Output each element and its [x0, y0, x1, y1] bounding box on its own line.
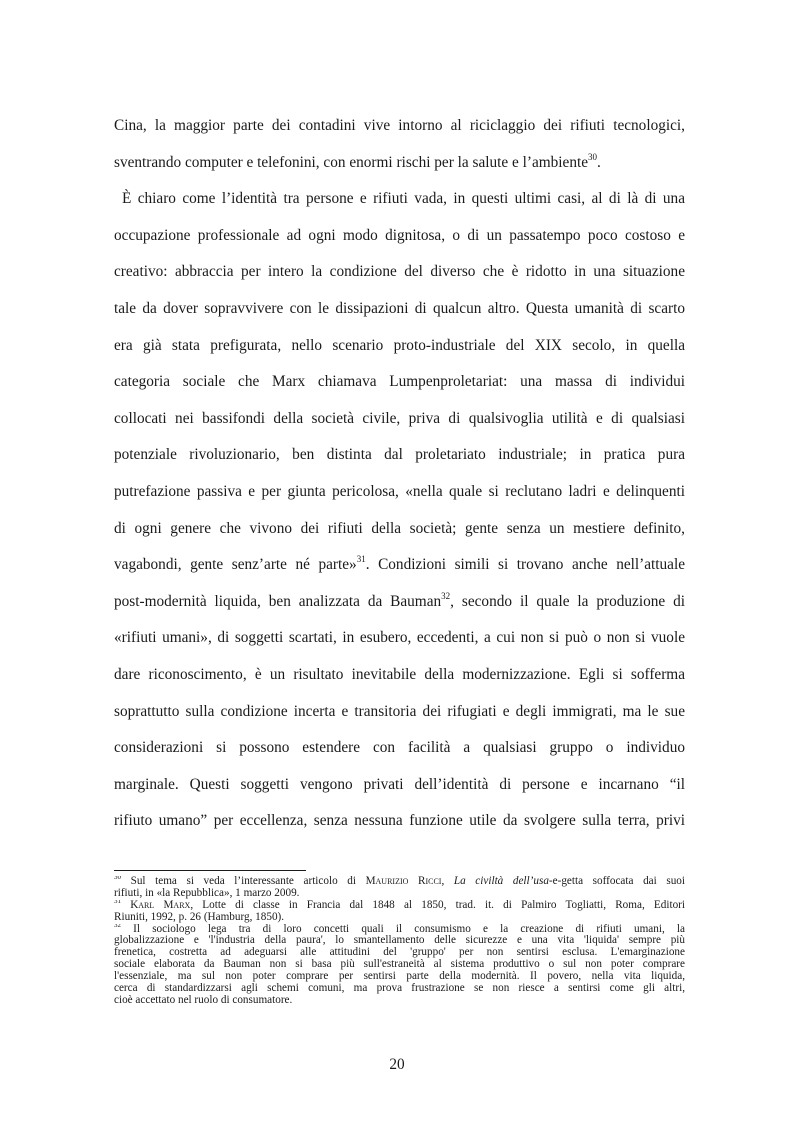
footnote-separator [114, 870, 306, 871]
article-title: La civiltà dell’usa [453, 876, 549, 887]
page-number: 20 [389, 1056, 405, 1073]
footnote-line: cioè accettato nel ruolo di consumatore. [114, 994, 293, 1006]
body-line: categoria sociale che Marx chiamava Lumpenproletariat: una massa di individui [114, 373, 685, 391]
footnote-number: 32 [114, 923, 121, 929]
footnote-ref-32[interactable]: 32 [441, 590, 451, 601]
footnote-line: globalizzazione e 'l'industria della paura', lo smantellamento delle sicurezze e una vita 'liquida' sempre più [114, 935, 685, 947]
footnote-line: $^{31}$ Karl Marx, Lotte di classe in Francia dal 1848 al 1850, trad. it. di Palmiro Togliatti, Roma, Editori [114, 900, 685, 912]
body-line: era già stata prefigurata, nello scenario proto-industriale del XIX secolo, in quella [114, 336, 685, 354]
body-line: collocati nei bassifondi della società civile, priva di qualsivoglia utilità e di qualsiasi [114, 409, 685, 427]
footnote-31 [114, 900, 685, 924]
footnote-ref-31[interactable]: 31 [356, 554, 366, 565]
footnote-line: l'essenziale, ma sul non poter comprare per sentirsi parte della modernità. Il povero, nella vita liquida, [114, 971, 685, 983]
body-line: soprattutto sulla condizione incerta e transitoria dei rifugiati e degli immigrati, ma le sue [114, 702, 685, 720]
body-line: considerazioni si possono estendere con facilità a qualsiasi gruppo o individuo [114, 739, 685, 757]
body-line: Cina, la maggior parte dei contadini vive intorno al riciclaggio dei rifiuti tecnologici, [114, 117, 685, 134]
body-line: vagabondi, gente senz’arte né parte»$^{31}$. Condizioni simili si trovano anche nell’attuale [114, 554, 685, 574]
body-line: tale da dover sopravvivere con le dissipazioni di qualcun altro. Questa umanità di scarto [114, 299, 685, 317]
body-text [114, 108, 685, 840]
body-line: creativo: abbraccia per intero la condizione del diverso che è ridotto in una situazione [114, 263, 685, 281]
body-line: post-modernità liquida, ben analizzata da Bauman$^{32}$, secondo il quale la produzione di [114, 590, 685, 610]
body-line: occupazione professionale ad ogni modo dignitosa, o di un passatempo poco costoso e [114, 226, 685, 244]
body-line: di ogni genere che vivono dei rifiuti della società; gente senza un mestiere definito, [114, 519, 685, 537]
body-line: «rifiuti umani», di soggetti scartati, in esubero, eccedenti, a cui non si può o non si vuole [114, 629, 685, 647]
body-line: dare riconoscimento, è un risultato inevitabile della modernizzazione. Egli si sofferma [114, 665, 685, 683]
footnote-line: sociale elaborata da Bauman non si basa più sull'estraneità al sistema produttivo o sul non poter comprare [114, 959, 685, 971]
footnote-line: Riuniti, 1992, p. 26 (Hamburg, 1850). [114, 911, 285, 923]
footnote-line: $^{32}$ Il sociologo lega tra di loro concetti quali il consumismo e la creazione di rifiuti umani, la [114, 924, 685, 936]
author-name: Maurizio Ricci [365, 876, 442, 887]
footnote-line: $^{30}$ Sul tema si veda l’interessante articolo di Maurizio Ricci, La civiltà dell’usa-e-getta soffocata dai suoi [114, 876, 685, 888]
footnote-line: frenetica, costretta ad adeguarsi alle attitudini del 'gruppo' per non sentirsi esclusa. L'emarginazione [114, 947, 685, 959]
body-line: rifiuto umano” per eccellenza, senza nessuna funzione utile da svolgere sulla terra, privi [114, 812, 685, 830]
footnote-number: 31 [114, 899, 121, 906]
author-name: Karl Marx [121, 899, 191, 911]
body-line: È chiaro come l’identità tra persone e rifiuti vada, in questi ultimi casi, al di là di una [122, 190, 685, 208]
footnotes [114, 876, 685, 1007]
footnote-number: 30 [114, 876, 121, 882]
body-line: sventrando computer e telefonini, con enormi rischi per la salute e l’ambiente$^{30}$. [114, 151, 601, 171]
footnote-32 [114, 924, 685, 1007]
body-line: marginale. Questi soggetti vengono privati dell’identità di persone e incarnano “il [114, 775, 685, 793]
footnote-30 [114, 876, 685, 900]
footnote-line: rifiuti, in «la Repubblica», 1 marzo 2009. [114, 887, 300, 899]
body-line: putrefazione passiva e per giunta pericolosa, «nella quale si reclutano ladri e delinquenti [114, 482, 685, 500]
footnote-ref-30[interactable]: 30 [588, 151, 598, 162]
body-line: potenziale rivoluzionario, ben distinta dal proletariato industriale; in pratica pura [114, 446, 685, 464]
footnote-line: cerca di standardizzarsi agli schemi comuni, ma prova frustrazione se non riesce a sentirsi come gli altri, [114, 983, 685, 995]
